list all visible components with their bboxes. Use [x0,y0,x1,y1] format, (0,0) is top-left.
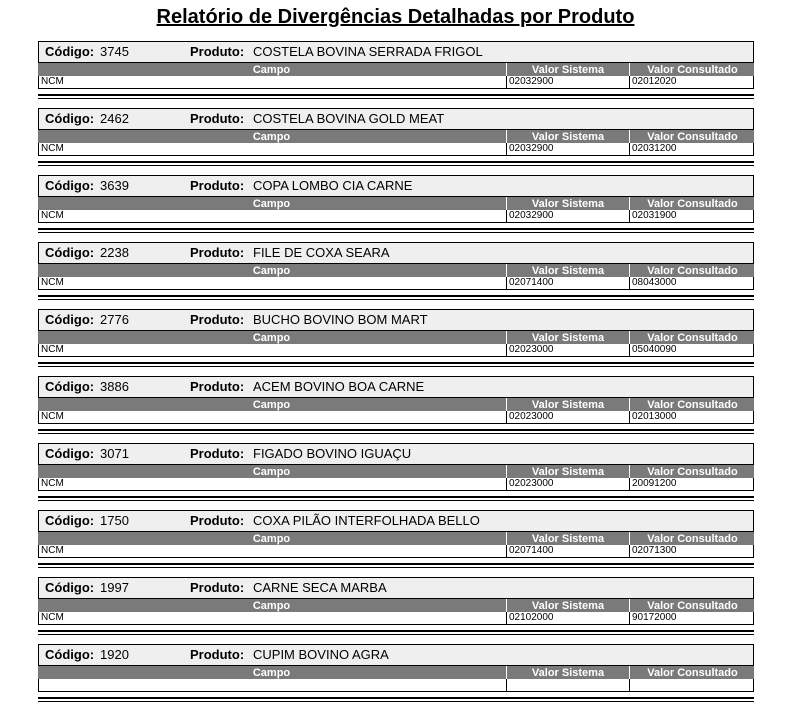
block-divider-thin [38,500,754,501]
product-header [38,376,754,398]
product-header [38,309,754,331]
cell-campo: NCM [41,277,64,288]
product-name: FIGADO BOVINO IGUAÇU [253,446,412,461]
column-header-valor-sistema: Valor Sistema [506,264,629,278]
block-divider-thick [38,697,754,699]
column-header-row [38,130,754,143]
cell-valor-sistema: 02023000 [506,344,629,356]
column-header-valor-sistema: Valor Sistema [506,398,629,412]
product-code: 3886 [100,379,129,394]
column-header-valor-consultado: Valor Consultado [629,398,755,412]
product-block [38,376,754,443]
column-header-row [38,666,754,679]
product-block [38,242,754,309]
product-code: 2462 [100,111,129,126]
block-divider-thin [38,701,754,702]
table-row [38,478,754,491]
cell-valor-consultado: 02031900 [629,210,754,222]
block-divider-thin [38,299,754,300]
column-header-valor-consultado: Valor Consultado [629,63,755,77]
cell-valor-sistema: 02032900 [506,76,629,88]
product-code: 2238 [100,245,129,260]
cell-campo: NCM [41,545,64,556]
block-divider-thin [38,433,754,434]
product-header [38,175,754,197]
cell-valor-sistema [506,679,629,691]
cell-valor-sistema: 02032900 [506,143,629,155]
column-header-valor-sistema: Valor Sistema [506,130,629,144]
column-header-valor-sistema: Valor Sistema [506,197,629,211]
code-label: Código: [45,379,95,394]
block-divider-thin [38,567,754,568]
column-header-campo: Campo [252,198,291,210]
code-label: Código: [45,44,95,59]
cell-valor-consultado: 05040090 [629,344,754,356]
code-label: Código: [45,312,95,327]
cell-valor-consultado: 08043000 [629,277,754,289]
block-divider-thick [38,295,754,297]
block-divider-thick [38,496,754,498]
column-header-valor-sistema: Valor Sistema [506,465,629,479]
cell-valor-consultado: 90172000 [629,612,754,624]
cell-campo: NCM [41,411,64,422]
table-row [38,344,754,357]
product-label: Produto: [190,111,245,126]
product-header [38,443,754,465]
cell-valor-sistema: 02023000 [506,478,629,490]
block-divider-thin [38,634,754,635]
product-header [38,510,754,532]
product-name: ACEM BOVINO BOA CARNE [253,379,425,394]
code-label: Código: [45,647,95,662]
product-block [38,510,754,577]
product-label: Produto: [190,580,245,595]
column-header-row [38,197,754,210]
code-label: Código: [45,111,95,126]
column-header-valor-consultado: Valor Consultado [629,465,755,479]
product-code: 1750 [100,513,129,528]
product-code: 3745 [100,44,129,59]
block-divider-thick [38,228,754,230]
column-header-campo: Campo [252,466,291,478]
product-name: COPA LOMBO CIA CARNE [253,178,413,193]
product-block [38,443,754,510]
column-header-campo: Campo [252,667,291,679]
product-name: COSTELA BOVINA GOLD MEAT [253,111,445,126]
product-block [38,309,754,376]
product-code: 3071 [100,446,129,461]
cell-valor-consultado: 02012020 [629,76,754,88]
table-row [38,210,754,223]
column-header-valor-consultado: Valor Consultado [629,130,755,144]
column-header-campo: Campo [252,533,291,545]
product-block [38,644,754,711]
cell-valor-consultado [629,679,754,691]
column-header-valor-consultado: Valor Consultado [629,331,755,345]
cell-campo: NCM [41,143,64,154]
product-label: Produto: [190,245,245,260]
column-header-campo: Campo [252,131,291,143]
table-row [38,612,754,625]
product-label: Produto: [190,647,245,662]
report-body [38,41,754,711]
column-header-campo: Campo [252,265,291,277]
report-title: Relatório de Divergências Detalhadas por Produto [156,6,635,28]
product-label: Produto: [190,312,245,327]
code-label: Código: [45,580,95,595]
block-divider-thick [38,94,754,96]
product-code: 2776 [100,312,129,327]
product-block [38,175,754,242]
product-name: COXA PILÃO INTERFOLHADA BELLO [253,513,480,528]
column-header-campo: Campo [252,332,291,344]
block-divider-thin [38,165,754,166]
block-divider-thin [38,232,754,233]
column-header-row [38,398,754,411]
cell-valor-sistema: 02071400 [506,545,629,557]
column-header-row [38,465,754,478]
product-label: Produto: [190,178,245,193]
column-header-valor-sistema: Valor Sistema [506,532,629,546]
column-header-valor-consultado: Valor Consultado [629,532,755,546]
column-header-row [38,63,754,76]
product-header [38,577,754,599]
product-header [38,644,754,666]
table-row [38,277,754,290]
column-header-campo: Campo [252,399,291,411]
code-label: Código: [45,446,95,461]
block-divider-thick [38,429,754,431]
block-divider-thin [38,366,754,367]
column-header-valor-sistema: Valor Sistema [506,666,629,680]
cell-valor-consultado: 02031200 [629,143,754,155]
column-header-campo: Campo [252,600,291,612]
table-row [38,143,754,156]
code-label: Código: [45,513,95,528]
column-header-valor-sistema: Valor Sistema [506,331,629,345]
code-label: Código: [45,245,95,260]
column-header-valor-consultado: Valor Consultado [629,197,755,211]
product-header [38,41,754,63]
column-header-valor-consultado: Valor Consultado [629,666,755,680]
product-code: 1997 [100,580,129,595]
cell-valor-sistema: 02023000 [506,411,629,423]
column-header-valor-consultado: Valor Consultado [629,264,755,278]
column-header-valor-sistema: Valor Sistema [506,599,629,613]
cell-valor-consultado: 20091200 [629,478,754,490]
cell-campo: NCM [41,612,64,623]
column-header-row [38,599,754,612]
column-header-valor-sistema: Valor Sistema [506,63,629,77]
table-row [38,545,754,558]
cell-campo: NCM [41,210,64,221]
column-header-valor-consultado: Valor Consultado [629,599,755,613]
column-header-row [38,532,754,545]
column-header-row [38,331,754,344]
product-block [38,41,754,108]
product-label: Produto: [190,379,245,394]
product-label: Produto: [190,44,245,59]
block-divider-thin [38,98,754,99]
cell-campo: NCM [41,344,64,355]
cell-campo: NCM [41,478,64,489]
cell-campo: NCM [41,76,64,87]
table-row [38,411,754,424]
cell-valor-sistema: 02071400 [506,277,629,289]
product-block [38,108,754,175]
product-code: 1920 [100,647,129,662]
cell-valor-consultado: 02071300 [629,545,754,557]
product-name: FILE DE COXA SEARA [253,245,390,260]
table-row [38,76,754,89]
product-code: 3639 [100,178,129,193]
cell-valor-consultado: 02013000 [629,411,754,423]
column-header-campo: Campo [252,64,291,76]
product-label: Produto: [190,446,245,461]
column-header-row [38,264,754,277]
block-divider-thick [38,161,754,163]
product-name: CUPIM BOVINO AGRA [253,647,389,662]
product-block [38,577,754,644]
block-divider-thick [38,630,754,632]
code-label: Código: [45,178,95,193]
product-name: CARNE SECA MARBA [253,580,387,595]
product-label: Produto: [190,513,245,528]
block-divider-thick [38,362,754,364]
product-header [38,242,754,264]
cell-valor-sistema: 02102000 [506,612,629,624]
product-name: COSTELA BOVINA SERRADA FRIGOL [253,44,483,59]
cell-valor-sistema: 02032900 [506,210,629,222]
product-header [38,108,754,130]
table-row [38,679,754,692]
product-name: BUCHO BOVINO BOM MART [253,312,428,327]
block-divider-thick [38,563,754,565]
